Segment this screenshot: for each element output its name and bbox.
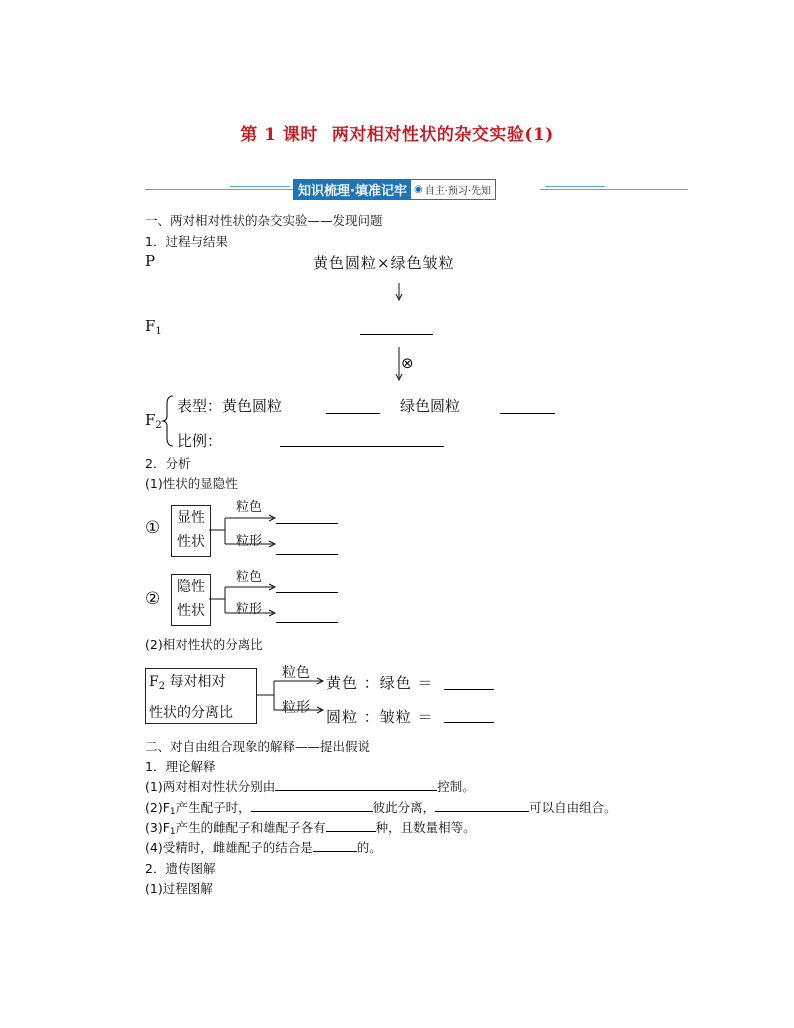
ratio-blank[interactable] — [280, 446, 444, 447]
shape-ratio-blank[interactable] — [444, 722, 494, 723]
banner-line-left — [145, 189, 295, 190]
section-banner — [293, 179, 496, 200]
banner-sub: 自主·预习·先知 — [424, 186, 492, 197]
self-cross-icon: ⊗ — [401, 354, 414, 372]
banner-dot-icon: ◉ — [413, 184, 423, 195]
sec2-sub1: 1．理论解释 — [145, 759, 216, 774]
sec1-sub1: 1．过程与结果 — [145, 234, 228, 249]
item4-blank[interactable] — [313, 840, 357, 852]
dominant-trait-box: 显性 性状 — [171, 505, 211, 557]
item-1: (1)两对相对性状分别由 控制。 — [145, 779, 475, 794]
item-3: (3)F1产生的雌配子和雄配子各有 种，且数量相等。 — [145, 820, 476, 837]
section2-heading: 二、对自由组合现象的解释——提出假说 — [145, 739, 371, 754]
color-ratio: 黄色 ：绿色 ＝ — [326, 674, 434, 692]
down-arrow-icon — [392, 282, 406, 302]
branch-color-label: 粒色 — [236, 500, 263, 515]
branch-shape-label: 粒形 — [236, 534, 263, 549]
shape-ratio: 圆粒 ：皱粒 ＝ — [326, 708, 434, 726]
circle-number-2: ② — [145, 589, 161, 609]
phenotype1-blank[interactable] — [326, 413, 380, 414]
separation-ratio-box: $F_2$ 每对相对 性状的分离比 — [145, 668, 257, 724]
sec1-sub2b: (2)相对性状的分离比 — [145, 637, 263, 652]
item-2: (2)F1产生配子时， 彼此分离， 可以自由组合。 — [145, 800, 617, 817]
item2-blank-1[interactable] — [251, 800, 373, 812]
section1-heading: 一、两对相对性状的杂交实验——发现问题 — [145, 213, 383, 228]
banner-main: 知识梳理·填准记牢 — [294, 179, 411, 200]
item3-blank[interactable] — [326, 820, 376, 832]
item-4: (4)受精时，雌雄配子的结合是 的。 — [145, 840, 382, 855]
dominant-shape-blank[interactable] — [276, 554, 338, 555]
sec1-sub2: 2．分析 — [145, 456, 191, 471]
parent-cross: 黄色圆粒×绿色皱粒 — [313, 254, 455, 272]
dominant-color-blank[interactable] — [276, 523, 338, 524]
branch-color-label: 粒色 — [282, 665, 310, 681]
page-title — [0, 120, 794, 145]
branch-shape-label: 粒形 — [282, 700, 310, 716]
branch-shape-label: 粒形 — [236, 602, 263, 617]
sec2-sub2a: (1)过程图解 — [145, 881, 213, 896]
phenotype2-blank[interactable] — [500, 413, 555, 414]
branch-color-label: 粒色 — [236, 570, 263, 585]
f1-label: $F_1$ — [145, 317, 162, 337]
item1-blank[interactable] — [275, 779, 437, 791]
circle-number-1: ① — [145, 518, 161, 538]
brace-icon — [161, 394, 175, 448]
recessive-color-blank[interactable] — [276, 592, 338, 593]
banner-line-right-2 — [545, 186, 605, 187]
recessive-shape-blank[interactable] — [276, 622, 338, 623]
sec1-sub2a: (1)性状的显隐性 — [145, 476, 238, 491]
banner-line-left-2 — [230, 186, 290, 187]
phenotype-row: 表型：黄色圆粒 — [177, 397, 283, 415]
recessive-trait-box: 隐性 性状 — [171, 574, 211, 626]
f2-label: $F_2$ — [145, 411, 162, 431]
ratio-label: 比例： — [177, 432, 223, 450]
banner-line-right — [540, 189, 688, 190]
phenotype-2: 绿色圆粒 — [400, 397, 461, 415]
color-ratio-blank[interactable] — [444, 689, 494, 690]
item2-blank-2[interactable] — [435, 800, 529, 812]
lesson-topic: 两对相对性状的杂交实验(1) — [331, 125, 554, 145]
f1-blank[interactable] — [360, 334, 433, 335]
lesson-number: 第 1 课时 — [240, 125, 318, 145]
sec2-sub2: 2．遗传图解 — [145, 861, 216, 876]
p-label: P — [145, 252, 156, 270]
